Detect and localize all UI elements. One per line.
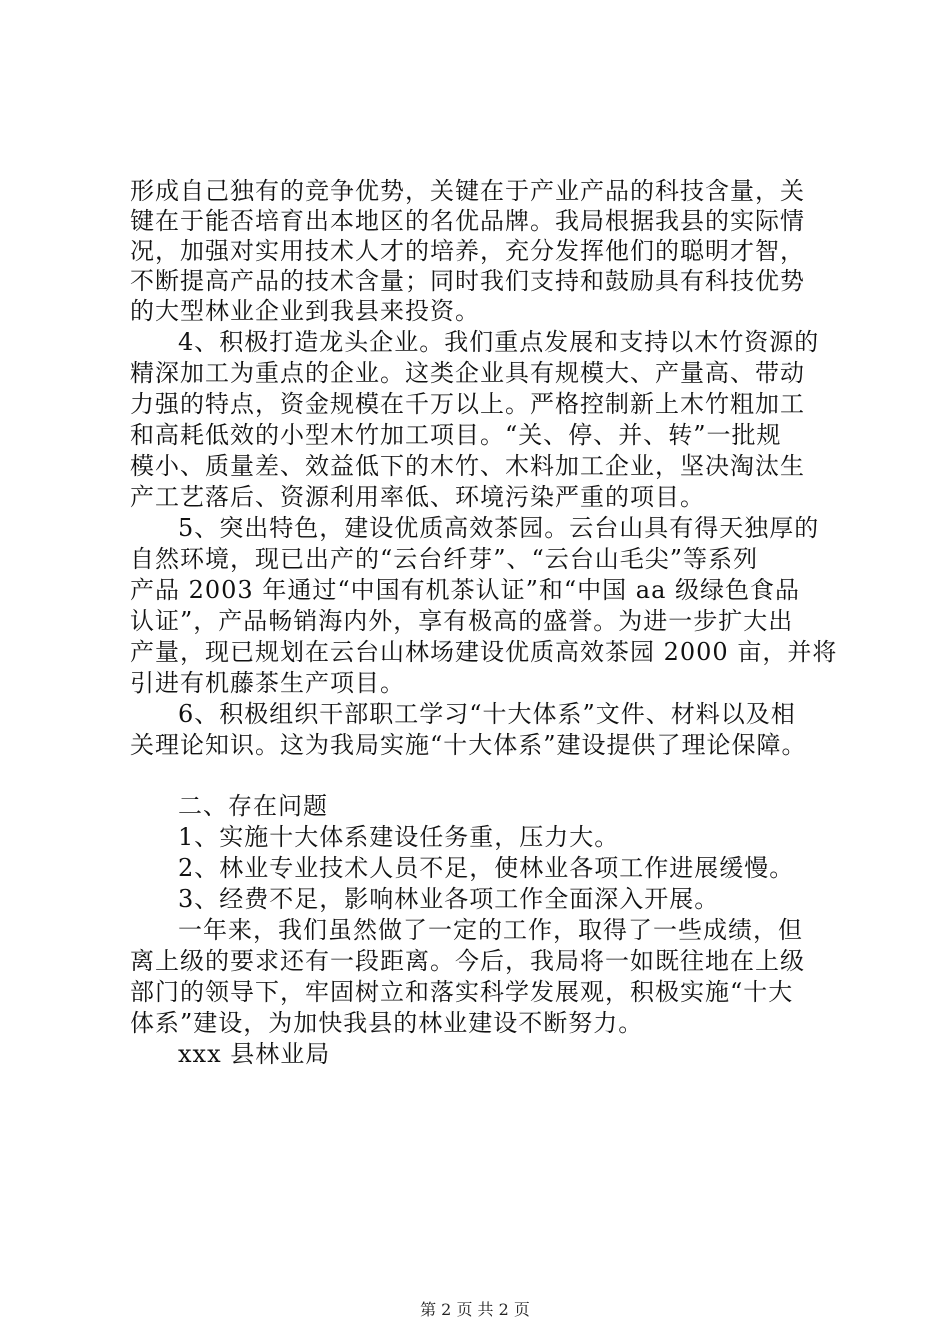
signature-line: xxx 县林业局 bbox=[178, 1040, 331, 1068]
paragraph-line: 况，加强对实用技术人才的培养，充分发挥他们的聪明才智， bbox=[130, 237, 805, 265]
paragraph-line: 产工艺落后、资源利用率低、环境污染严重的项目。 bbox=[130, 483, 705, 511]
paragraph-line: 形成自己独有的竞争优势，关键在于产业产品的科技含量，关 bbox=[130, 177, 805, 205]
paragraph-line: 键在于能否培育出本地区的名优品牌。我局根据我县的实际情 bbox=[130, 207, 805, 235]
paragraph-line: 产品 2003 年通过“中国有机茶认证”和“中国 aa 级绿色食品 bbox=[130, 576, 801, 604]
paragraph-line: 6、积极组织干部职工学习“十大体系”文件、材料以及相 bbox=[178, 700, 796, 728]
paragraph-line: 关理论知识。这为我局实施“十大体系”建设提供了理论保障。 bbox=[130, 731, 807, 759]
paragraph-line: 离上级的要求还有一段距离。今后，我局将一如既往地在上级 bbox=[130, 947, 805, 975]
list-item: 3、经费不足，影响林业各项工作全面深入开展。 bbox=[178, 885, 720, 913]
paragraph-line: 不断提高产品的技术含量；同时我们支持和鼓励具有科技优势 bbox=[130, 267, 805, 295]
paragraph-line: 精深加工为重点的企业。这类企业具有规模大、产量高、带动 bbox=[130, 359, 805, 387]
paragraph-line: 部门的领导下，牢固树立和落实科学发展观，积极实施“十大 bbox=[130, 978, 794, 1006]
list-item: 2、林业专业技术人员不足，使林业各项工作进展缓慢。 bbox=[178, 854, 795, 882]
paragraph-line: 一年来，我们虽然做了一定的工作，取得了一些成绩，但 bbox=[178, 916, 803, 944]
paragraph-line: 自然环境，现已出产的“云台纤芽”、“云台山毛尖”等系列 bbox=[130, 545, 759, 573]
paragraph-line: 4、积极打造龙头企业。我们重点发展和支持以木竹资源的 bbox=[178, 328, 820, 356]
list-item: 1、实施十大体系建设任务重，压力大。 bbox=[178, 823, 620, 851]
paragraph-line: 和高耗低效的小型木竹加工项目。“关、停、并、转”一批规 bbox=[130, 421, 782, 449]
paragraph-line: 引进有机藤茶生产项目。 bbox=[130, 669, 405, 697]
page-number-footer: 第 2 页 共 2 页 bbox=[420, 1300, 530, 1319]
paragraph-line: 产量，现已规划在云台山林场建设优质高效茶园 2000 亩，并将 bbox=[130, 638, 838, 666]
paragraph-line: 5、突出特色，建设优质高效茶园。云台山具有得天独厚的 bbox=[178, 514, 820, 542]
paragraph-line: 认证”，产品畅销海内外，享有极高的盛誉。为进一步扩大出 bbox=[130, 607, 794, 635]
paragraph-line: 力强的特点，资金规模在千万以上。严格控制新上木竹粗加工 bbox=[130, 390, 805, 418]
paragraph-line: 的大型林业企业到我县来投资。 bbox=[130, 297, 480, 325]
section-heading: 二、存在问题 bbox=[178, 792, 328, 820]
paragraph-line: 体系”建设，为加快我县的林业建设不断努力。 bbox=[130, 1009, 644, 1037]
paragraph-line: 模小、质量差、效益低下的木竹、木料加工企业，坚决淘汰生 bbox=[130, 452, 805, 480]
